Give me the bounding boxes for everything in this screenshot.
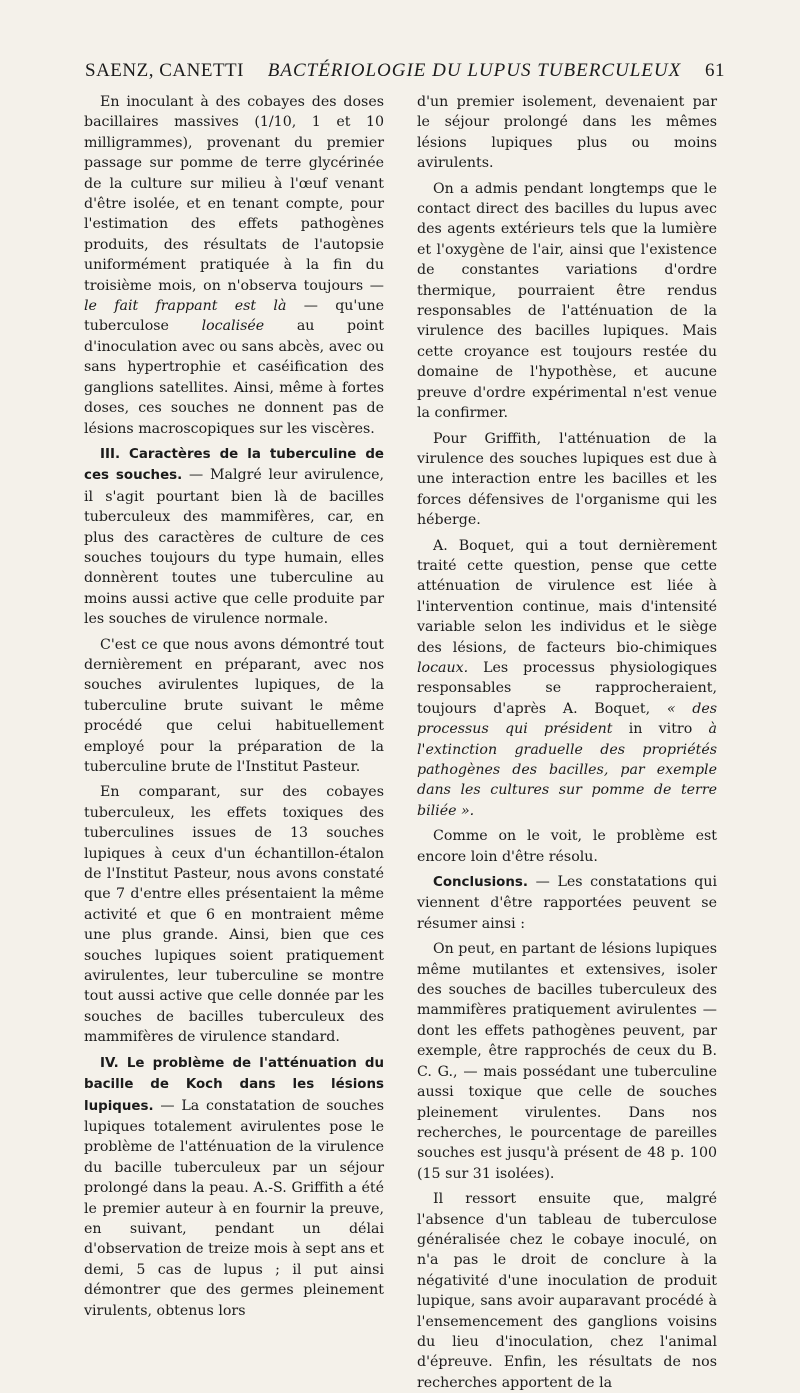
text-run: En inoculant à des cobayes des doses bacillaires massives (1/10, 1 et 10 milligrammes), provenant du premier passage sur pomme de terre glycérinée de la culture sur milieu à l'œuf venant d'être isolée, et en tenant compte, pour l'estimation des effets pathogènes produits, des résultats de l'autopsie uniformément pratiquée à la fin du troisième mois, on n'observa toujours — [84,94,384,294]
text-run: Les processus physiologiques responsables se rapprocheraient, toujours d'après A. Boquet, [417,659,717,717]
text-run: — Malgré leur avirulence, il s'agit pourtant bien là de bacilles tuberculeux des mammifères, car, en plus des caractères de culture de ces souches toujours du type humain, elles donnèrent toutes une tuberculine au moins aussi active que celle produite par les souches de virulence normale. [84,467,384,628]
paragraph [84,92,384,439]
section-heading: Conclusions. [433,875,528,891]
emphasis: locaux. [417,659,469,676]
section-heading: III. Caractères de la tuberculine de ces souches. [84,446,384,484]
left-column [84,92,384,1321]
section-3 [84,444,384,630]
paragraph: C'est ce que nous avons démontré tout dernièrement en préparant, avec nos souches avirulentes lupiques, de la tuberculine brute suivant le même procédé que celui habituellement employé pour la préparation de la tuberculine brute de l'Institut Pasteur. [84,636,384,775]
text-run: in vitro [628,721,693,738]
text-run: A. Boquet, qui a tout dernièrement traité cette question, pense que cette atténuation de virulence est liée à l'intervention continue, mais d'intensité variable selon les individus et le siège des lésions, de facteurs bio-chimiques [417,537,717,656]
emphasis: à l'extinction graduelle des propriétés pathogènes des bacilles, par exemple dans les cultures sur pomme de terre biliée ». [417,721,717,819]
section-4 [84,1053,384,1321]
right-column [417,92,717,1393]
paragraph: d'un premier isolement, devenaient par le séjour prolongé dans les mêmes lésions lupiques plus ou moins avirulents. [417,94,717,172]
paragraph: On a admis pendant longtemps que le contact direct des bacilles du lupus avec des agents extérieurs tels que la lumière et l'oxygène de l'air, ainsi que l'existence de constantes variations d'ordre thermique, pourraient être rendus responsables de l'atténuation de la virulence des bacilles lupiques. Mais cette croyance est toujours restée du domaine de l'hypothèse, et aucune preuve d'ordre expérimental n'est venue la confirmer. [417,180,717,422]
text-run: — Les constatations qui viennent d'être rapportées peuvent se résumer ainsi : [417,874,717,932]
text-run: au point d'inoculation avec ou sans abcès, avec ou sans hypertrophie et caséification des ganglions satellites. Ainsi, même à fortes doses, ces souches ne donnent pas de lésions macroscopiques sur les viscères. [84,318,385,437]
paragraph [417,536,717,822]
page-number: 61 [704,60,725,81]
text-run: — La constatation de souches lupiques totalement avirulentes pose le problème de l'atténuation de la virulence du bacille tuberculeux par un séjour prolongé dans la peau. A.-S. Griffith a été le premier auteur à en fournir la preuve, en suivant, pendant un délai d'observation de treize mois à sept ans et demi, 5 cas de lupus ; il put ainsi démontrer que des germes pleinement virulents, obtenus lors [84,1097,384,1319]
conclusions [417,872,717,934]
paragraph: En comparant, sur des cobayes tuberculeux, les effets toxiques des tuberculines issues de 13 souches lupiques à ceux d'un échantillon-étalon de l'Institut Pasteur, nous avons constaté que 7 d'entre elles présentaient la même activité et que 6 en montraient même une plus grande. Ainsi, bien que ces souches lupiques soient pratiquement avirulentes, leur tuberculine se montre tout aussi active que celle donnée par les souches de bacilles tuberculeux des mammifères de virulence standard. [84,784,384,1046]
paragraph: On peut, en partant de lésions lupiques même mutilantes et extensives, isoler des souches de bacilles tuberculeux des mammifères pratiquement avirulentes — dont les effets pathogènes peuvent, par exemple, être rapprochés de ceux du B. C. G., — mais possédant une tuberculine aussi toxique que celle de souches pleinement virulentes. Dans nos recherches, le pourcentage de pareilles souches est jusqu'à présent de 48 p. 100 (15 sur 31 isolées). [417,941,717,1182]
running-header [85,60,725,90]
section-heading: IV. Le problème de l'atténuation du bacille de Koch dans les lésions lupiques. [84,1055,384,1114]
paragraph: Comme on le voit, le problème est encore loin d'être résolu. [417,828,717,865]
emphasis: le fait frappant est là [84,298,287,315]
emphasis: « des processus qui président [417,700,717,738]
header-title: BACTÉRIOLOGIE DU LUPUS TUBERCULEUX [267,60,682,81]
header-authors: SAENZ, CANETTI [85,60,244,81]
text-run: — qu'une tuberculose [84,298,384,335]
paragraph: Pour Griffith, l'atténuation de la virulence des souches lupiques est due à une interaction entre les bacilles et les forces défensives de l'organisme qui les héberge. [417,430,717,529]
emphasis: localisée [201,318,265,335]
paragraph: Il ressort ensuite que, malgré l'absence d'un tableau de tuberculose généralisée chez le cobaye inoculé, on n'a pas le droit de conclure à la négativité d'une inoculation de produit lupique, sans avoir auparavant procédé à l'ensemencement des ganglions voisins du lieu d'inoculation, chez l'animal d'épreuve. Enfin, les résultats de nos recherches apportent de la [417,1191,717,1391]
